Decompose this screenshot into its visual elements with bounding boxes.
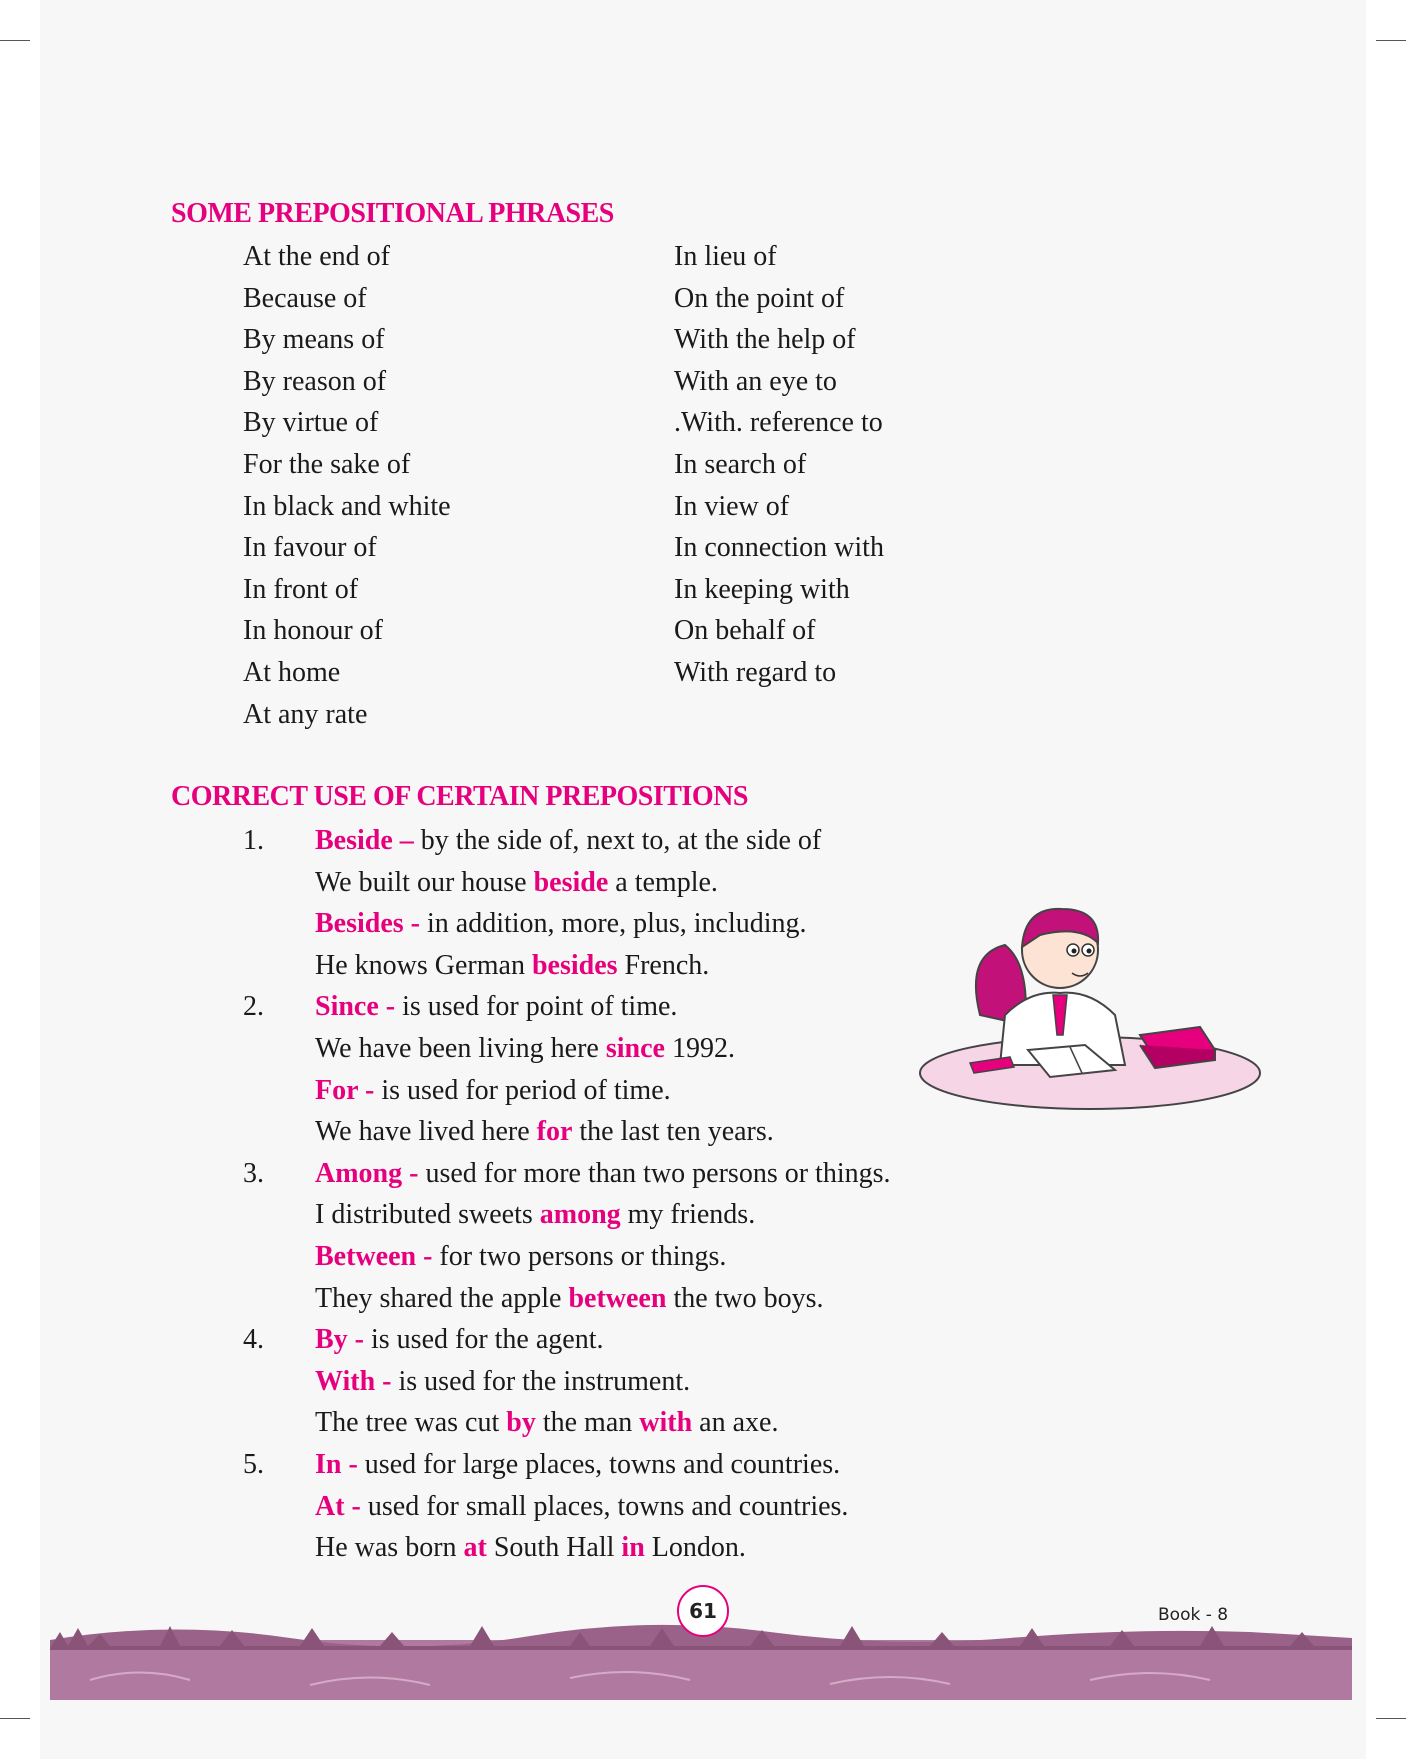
usage-rule [243, 986, 891, 1152]
highlighted-preposition: For - [315, 1074, 382, 1106]
usage-rule [243, 1153, 891, 1319]
phrase-item: At home [243, 656, 341, 688]
rule-line [315, 820, 891, 862]
highlighted-preposition: Among - [315, 1157, 426, 1189]
phrase-item: At any rate [243, 698, 368, 730]
phrase-item: For the sake of [243, 448, 411, 480]
highlighted-preposition: At - [315, 1490, 368, 1522]
rule-text: is used for period of time. [381, 1074, 671, 1106]
rule-text: He was born [315, 1532, 464, 1564]
rule-line [315, 1153, 891, 1195]
rule-line [315, 1402, 891, 1444]
rule-text: is used for the agent. [371, 1324, 604, 1356]
rule-line [315, 862, 891, 904]
phrases-left-column [243, 236, 451, 735]
rule-text: the man [535, 1407, 640, 1439]
rule-text: They shared the apple [315, 1282, 569, 1314]
highlighted-preposition: By - [315, 1324, 371, 1356]
rule-number: 4. [243, 1324, 264, 1356]
rule-line [315, 1319, 891, 1361]
rule-number: 3. [243, 1157, 264, 1189]
rule-text: the two boys. [666, 1282, 824, 1314]
phrase-item: In favour of [243, 532, 377, 564]
page-number: 61 [677, 1585, 729, 1637]
rule-line [315, 1111, 891, 1153]
phrase-item: In front of [243, 573, 359, 605]
rule-text: is used for the instrument. [398, 1365, 691, 1397]
rule-line [315, 1070, 891, 1112]
phrase-item: In connection with [674, 532, 884, 564]
phrase-item: With regard to [674, 656, 837, 688]
highlighted-preposition: for [536, 1116, 573, 1148]
rule-line [315, 986, 891, 1028]
rule-text: an axe. [692, 1407, 779, 1439]
rule-text: the last ten years. [572, 1116, 774, 1148]
highlighted-preposition: In - [315, 1448, 365, 1480]
rule-text: my friends. [620, 1199, 756, 1231]
phrases-heading: SOME PREPOSITIONAL PHRASES [171, 198, 614, 229]
rule-text: We have been living here [315, 1032, 606, 1064]
rule-line [315, 1486, 891, 1528]
rule-line [315, 945, 891, 987]
rule-number: 1. [243, 825, 264, 856]
rule-text: is used for point of time. [402, 991, 678, 1023]
rule-text: used for more than two persons or things. [425, 1157, 891, 1189]
highlighted-preposition: beside [533, 866, 609, 898]
rule-line [315, 1236, 891, 1278]
rule-text: South Hall [486, 1532, 622, 1564]
rule-text: He knows German [315, 949, 532, 981]
rule-number: 2. [243, 991, 264, 1023]
rule-text: used for small places, towns and countries. [367, 1490, 849, 1522]
usage-rule [243, 1319, 891, 1444]
rule-text: in addition, more, plus, including. [427, 908, 807, 940]
phrase-item: In black and white [243, 490, 451, 522]
phrase-item: On the point of [674, 282, 845, 314]
phrase-item: On behalf of [674, 615, 816, 647]
rule-text: used for large places, towns and countries. [364, 1448, 841, 1480]
rule-text: 1992. [664, 1032, 735, 1064]
phrase-item: At the end of [243, 241, 390, 272]
book-label: Book - 8 [1158, 1605, 1229, 1625]
phrase-item: In lieu of [674, 241, 777, 272]
rule-text: London. [644, 1532, 746, 1564]
phrase-item: By reason of [243, 365, 387, 397]
rule-text: We have lived here [315, 1116, 537, 1148]
rule-line [315, 903, 891, 945]
highlighted-preposition: since [605, 1032, 665, 1064]
rule-text: for two persons or things. [439, 1240, 727, 1272]
usage-rules-list [243, 820, 891, 1569]
rule-text: We built our house [315, 866, 534, 898]
rule-text: a temple. [608, 866, 718, 898]
usage-rule [243, 820, 891, 986]
highlighted-preposition: at [463, 1532, 487, 1564]
phrase-item: With the help of [674, 324, 856, 356]
highlighted-preposition: With - [315, 1365, 399, 1397]
highlighted-preposition: in [621, 1532, 645, 1564]
phrase-item: By virtue of [243, 407, 379, 439]
highlighted-preposition: Since - [315, 991, 403, 1023]
highlighted-preposition: among [539, 1199, 621, 1231]
highlighted-preposition: by [506, 1407, 536, 1439]
rule-text: French. [617, 949, 710, 981]
rule-line [315, 1527, 891, 1569]
rule-line [315, 1444, 891, 1486]
rule-text: by the side of, next to, at the side of [420, 825, 822, 856]
rule-line [315, 1028, 891, 1070]
phrase-item: In honour of [243, 615, 383, 647]
rule-text: The tree was cut [315, 1407, 507, 1439]
highlighted-preposition: with [639, 1407, 693, 1439]
usage-rule [243, 1444, 891, 1569]
phrases-right-column [674, 236, 884, 694]
highlighted-preposition: Beside – [315, 825, 421, 856]
rule-text: I distributed sweets [315, 1199, 540, 1231]
rule-line [315, 1361, 891, 1403]
highlighted-preposition: besides [531, 949, 618, 981]
boy-reading-illustration [910, 895, 1270, 1125]
phrase-item: By means of [243, 324, 385, 356]
phrase-item: In search of [674, 448, 807, 480]
phrase-item: Because of [243, 282, 367, 314]
rule-number: 5. [243, 1448, 264, 1480]
phrase-item: .With. reference to [674, 407, 883, 439]
highlighted-preposition: between [568, 1282, 667, 1314]
phrase-item: In keeping with [674, 573, 850, 605]
phrase-item: With an eye to [674, 365, 837, 397]
highlighted-preposition: Between - [315, 1240, 440, 1272]
rule-line [315, 1194, 891, 1236]
usage-heading: CORRECT USE OF CERTAIN PREPOSITIONS [171, 781, 748, 812]
rule-line [315, 1278, 891, 1320]
phrase-item: In view of [674, 490, 790, 522]
highlighted-preposition: Besides - [315, 908, 427, 940]
